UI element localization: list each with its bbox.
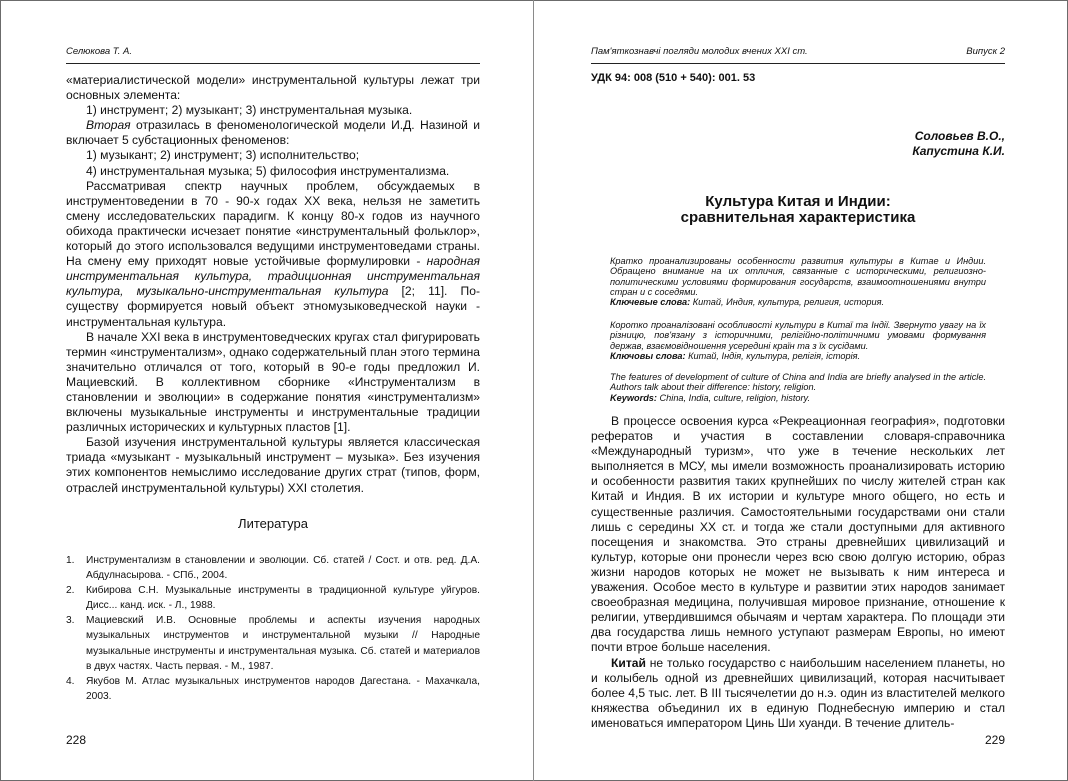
paragraph: «материалистической модели» инструментальной культуры лежат три основных элемента: — [66, 73, 480, 103]
paragraph: В начале XXI века в инструментоведческих кругах стал фигурировать термин «инструментализм», однако содержательный план этого термина значительно отличался от того, который в 90-е годы предложил И. Мациевский. В коллективном сборнике «Инструментализм в становлении и эволюции» в содержание понятия «инструментализм» включены музыкальные инструменты и инструментальные традиции различных исторических и культурных пластов [1]. — [66, 329, 480, 435]
keywords: Китай, Индия, культура, религия, история. — [690, 297, 885, 308]
abstract-ua: Коротко проаналізовані особливості культури в Китаї та Індії. Звернуто увагу на їх різницю, пов'язану з історичними, релігійно-політичними умовами формування держав, взаємовідношення усередині країн та з їх сусідами. Ключовы слова: Китай, Індія, культура, релігія, історія. — [610, 320, 986, 361]
paragraph: Базой изучения инструментальной культуры является классическая триада «музыкант - музыкальный инструмент – музыка». Без изучения этих компонентов немыслимо исследование других страт (типов, форм, отраслей инструментальной культуры) XXI столетия. — [66, 435, 480, 495]
literature-heading: Литература — [238, 516, 308, 531]
header-journal: Пам'яткознавчі погляди молодих вчених XXI ст. — [591, 46, 808, 57]
reference-item: 1. Инструментализм в становлении и эволюции. Сб. статей / Сост. и отв. ред. Д.А. Абдулнасырова. - СПб., 2004. — [66, 555, 480, 582]
keywords: China, India, culture, religion, history. — [656, 392, 811, 403]
keywords: Китай, Індія, культура, релігія, історія. — [685, 350, 861, 361]
reference-item: 2. Кибирова С.Н. Музыкальные инструменты в традиционной культуре уйгуров. Дисс... канд. иск. - Л., 1988. — [66, 585, 480, 612]
paragraph: 1) музыкант; 2) инструмент; 3) исполнительство; — [86, 148, 360, 163]
keywords-label: Ключовы слова: — [610, 350, 686, 361]
italic-text: Вторая — [86, 118, 131, 133]
page-number: 229 — [984, 733, 1005, 747]
keywords-label: Keywords: — [610, 392, 657, 403]
page-number: 228 — [66, 733, 87, 747]
right-page — [534, 0, 1067, 781]
reference-item: 4. Якубов М. Атлас музыкальных инструментов народов Дагестана. - Махачкала, 2003. — [66, 675, 480, 702]
text: не только государство с наибольшим населением планеты, но и колыбель одной из древнейших цивилизаций, которая насчитывает более 4,5 тыс. лет. В III тысячелетии до н.э. один из властителей мелкого княжества объединил их в единую Поднебесную империю и стал именоваться императором Цинь Ши хуанди. В течение длитель- — [591, 655, 1005, 730]
left-body — [66, 73, 480, 496]
reference-item: 3. Мациевский И.В. Основные проблемы и аспекты изучения народных музыкальных инструментов и инструментальной музыки // Народные музыкальные инструменты и инструментальная музыка. Сб. статей и материалов в двух частях. Часть первая. - М., 1987. — [66, 615, 480, 672]
header-author: Селюкова Т. А. — [66, 46, 132, 57]
abstract-en: The features of development of culture of China and India are briefly analysed in the article. Authors talk about their difference: history, religion. Keywords: China, India, culture, religion, history. — [610, 372, 986, 403]
author: Соловьев В.О., — [914, 129, 1005, 143]
left-page — [0, 0, 533, 781]
article-title: Культура Китая и Индии: сравнительная характеристика — [680, 193, 916, 226]
text: Рассматривая спектр научных проблем, обсуждаемых в инструментоведении в 70 - 90-х годах XX века, нельзя не заметить смену исследовательских парадигм. К концу 80-х годов из научного обихода практически исчезает понятие «инструментальный фольклор», который до этого использовался ведущими инструментоведами страны. На смену ему приходят новые устойчивые формулировки - — [66, 178, 480, 269]
author: Капустина К.И. — [912, 144, 1005, 158]
paragraph — [66, 118, 480, 148]
paragraph — [66, 179, 480, 330]
right-body — [591, 414, 1005, 731]
paragraph: 4) инструментальная музыка; 5) философия инструментализма. — [86, 163, 450, 178]
abstract-ru: Кратко проанализированы особенности развития культуры в Китае и Индии. Обращено внимание на их отличия, связанные с историческими, религиозно-политическими условиями формирования государств, взаимоотношениями внутри стран и с соседями. Ключевые слова: Китай, Индия, культура, религия, история. — [610, 256, 986, 308]
bold-text: Китай — [611, 655, 646, 670]
keywords-label: Ключевые слова: — [610, 297, 691, 308]
paragraph: 1) инструмент; 2) музыкант; 3) инструментальная музыка. — [86, 103, 413, 118]
header-rule — [591, 63, 1005, 64]
paragraph: В процессе освоения курса «Рекреационная география», подготовки рефератов и участия в составлении словаря-справочника «Международный туризм», что уже в течение нескольких лет выполняется в МСУ, мы имели возможность проанализировать историю и особенности развития таких крупнейших по числу жителей стран как Китай и Индия. В их истории и культуре много общего, но есть и существенные различия. Самостоятельными государствами они стали лишь с середины XX ст. и тогда же стали доступными для активного посещения и знакомства. Это страны древнейших цивилизаций и культур, которые они пронесли через всю свою долгую историю, образ жизни народов которых не может не вызывать к ним интереса и уважения. Особое место в культуре и развитии этих народов занимает своеобразная медицина, получившая мировое признание, отношение к религии, утвердившимся обычаям и чертам характера. По площади эти два государства лишь немного уступают размерам Европы, но имеют почти втрое больше населения. — [591, 414, 1005, 655]
udk-code: УДК 94: 008 (510 + 540): 001. 53 — [591, 72, 756, 84]
running-header — [591, 46, 1005, 62]
text: отразилась в феноменологической модели И.Д. Назиной и включает 5 субстационных феноменов: — [66, 118, 480, 148]
authors — [912, 129, 1005, 159]
running-header — [66, 46, 480, 62]
header-rule — [66, 63, 480, 64]
header-issue: Випуск 2 — [966, 46, 1005, 57]
italic-text: народная инструментальная культура, традиционная инструментальная культура, музыкально-инструментальная культура — [66, 254, 480, 299]
text: [2; 11]. По-существу формируется новый объект этномузыковедческой науки - инструментальная культура. — [66, 284, 480, 329]
paragraph — [591, 656, 1005, 731]
reference-list — [66, 553, 480, 704]
